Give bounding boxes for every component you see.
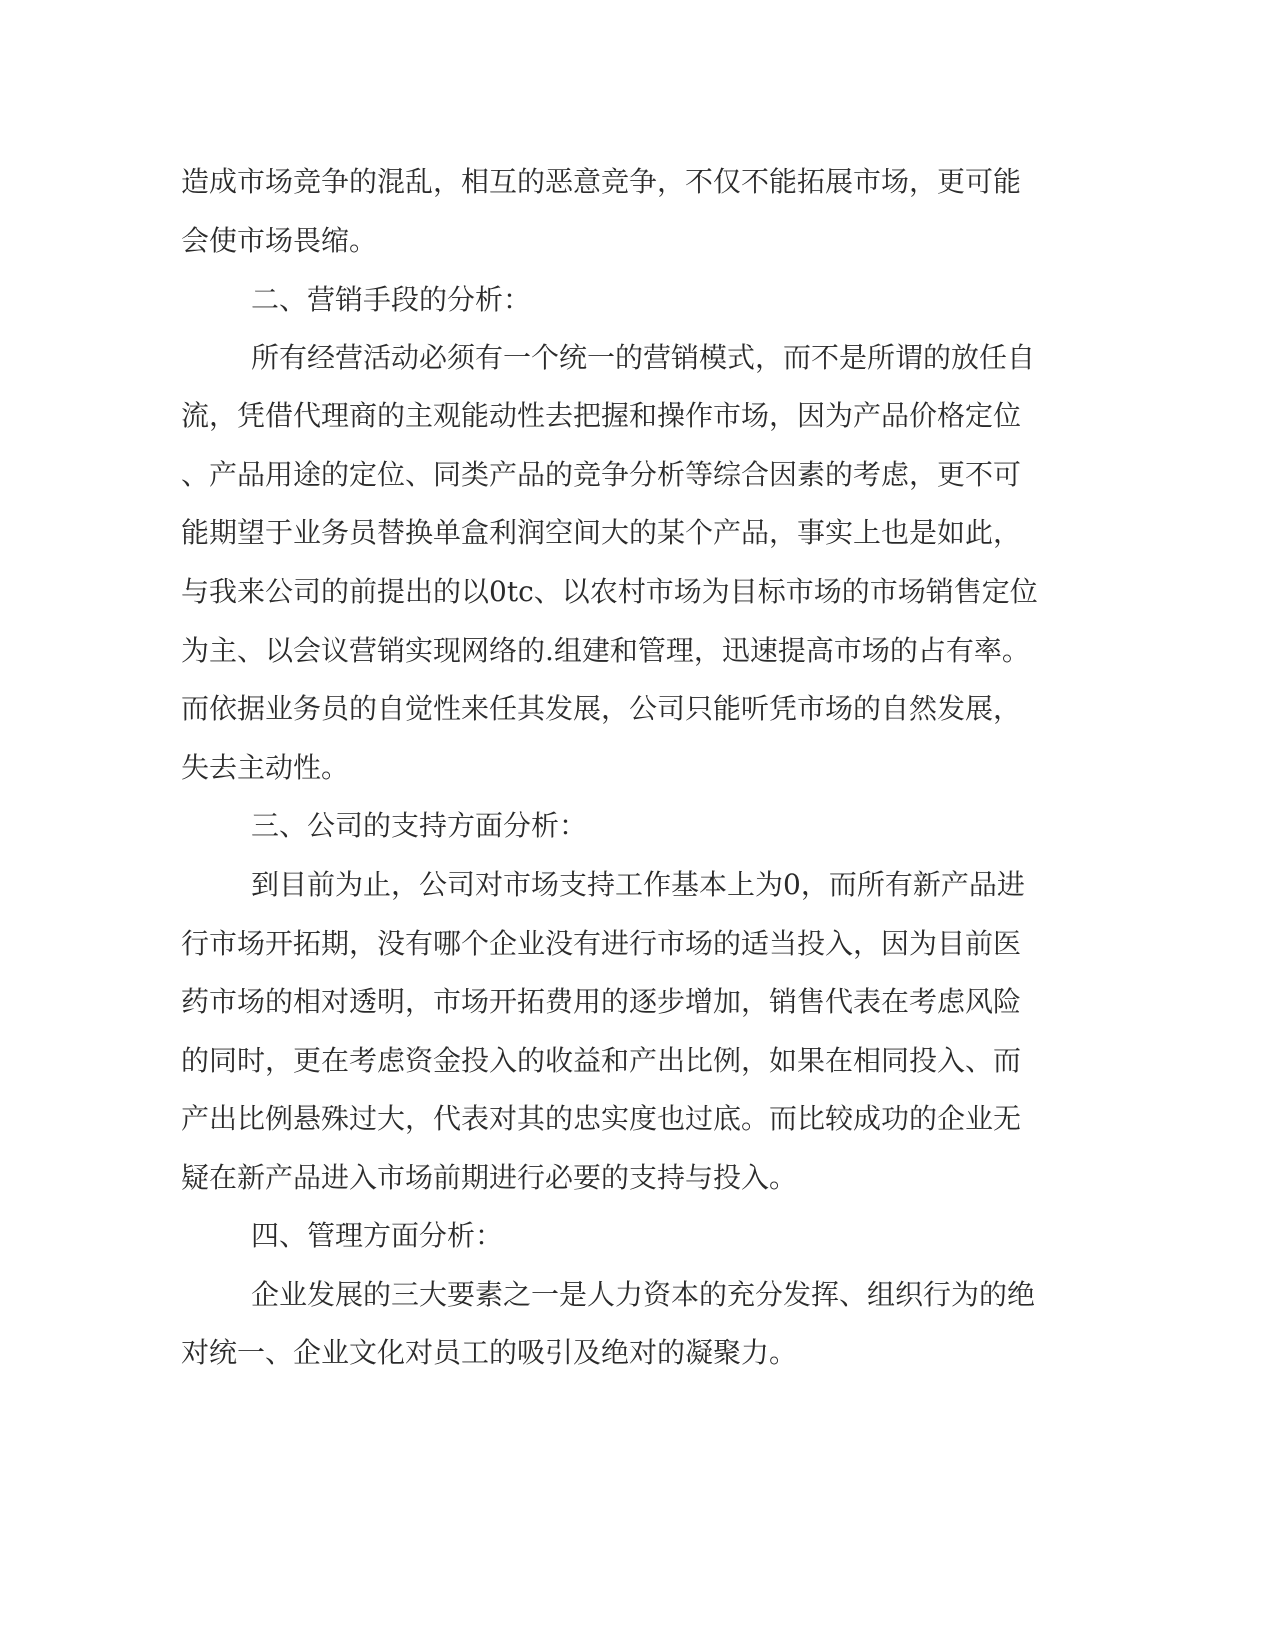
text-line: 药市场的相对透明，市场开拓费用的逐步增加，销售代表在考虑风险 [181, 985, 1022, 1018]
text-line: 到目前为止，公司对市场支持工作基本上为0，而所有新产品进 [251, 868, 1025, 901]
text-line: 能期望于业务员替换单盒利润空间大的某个产品，事实上也是如此， [181, 516, 1022, 549]
text-line: 行市场开拓期，没有哪个企业没有进行市场的适当投入，因为目前医 [181, 927, 1022, 960]
text-line: 造成市场竞争的混乱，相互的恶意竞争，不仅不能拓展市场，更可能 [181, 165, 1022, 198]
section-heading: 二、营销手段的分析： [251, 283, 532, 316]
text-line: 企业发展的三大要素之一是人力资本的充分发挥、组织行为的绝 [251, 1278, 1036, 1311]
text-line: 疑在新产品进入市场前期进行必要的支持与投入。 [181, 1161, 798, 1194]
text-line: 失去主动性。 [181, 751, 350, 784]
text-line: 对统一、企业文化对员工的吸引及绝对的凝聚力。 [181, 1336, 798, 1369]
text-line: 、产品用途的定位、同类产品的竞争分析等综合因素的考虑，更不可 [181, 458, 1022, 491]
section-heading: 三、公司的支持方面分析： [251, 809, 588, 842]
text-line: 产出比例悬殊过大，代表对其的忠实度也过底。而比较成功的企业无 [181, 1102, 1022, 1135]
text-line: 会使市场畏缩。 [181, 224, 378, 257]
text-line: 为主、以会议营销实现网络的.组建和管理，迅速提高市场的占有率。 [181, 634, 1030, 667]
text-line: 流，凭借代理商的主观能动性去把握和操作市场，因为产品价格定位 [181, 399, 1022, 432]
text-line: 的同时，更在考虑资金投入的收益和产出比例，如果在相同投入、而 [181, 1044, 1022, 1077]
section-heading: 四、管理方面分析： [251, 1219, 504, 1252]
text-line: 所有经营活动必须有一个统一的营销模式，而不是所谓的放任自 [251, 341, 1036, 374]
text-line: 而依据业务员的自觉性来任其发展，公司只能听凭市场的自然发展， [181, 692, 1022, 725]
text-line: 与我来公司的前提出的以0tc、以农村市场为目标市场的市场销售定位 [181, 575, 1038, 608]
